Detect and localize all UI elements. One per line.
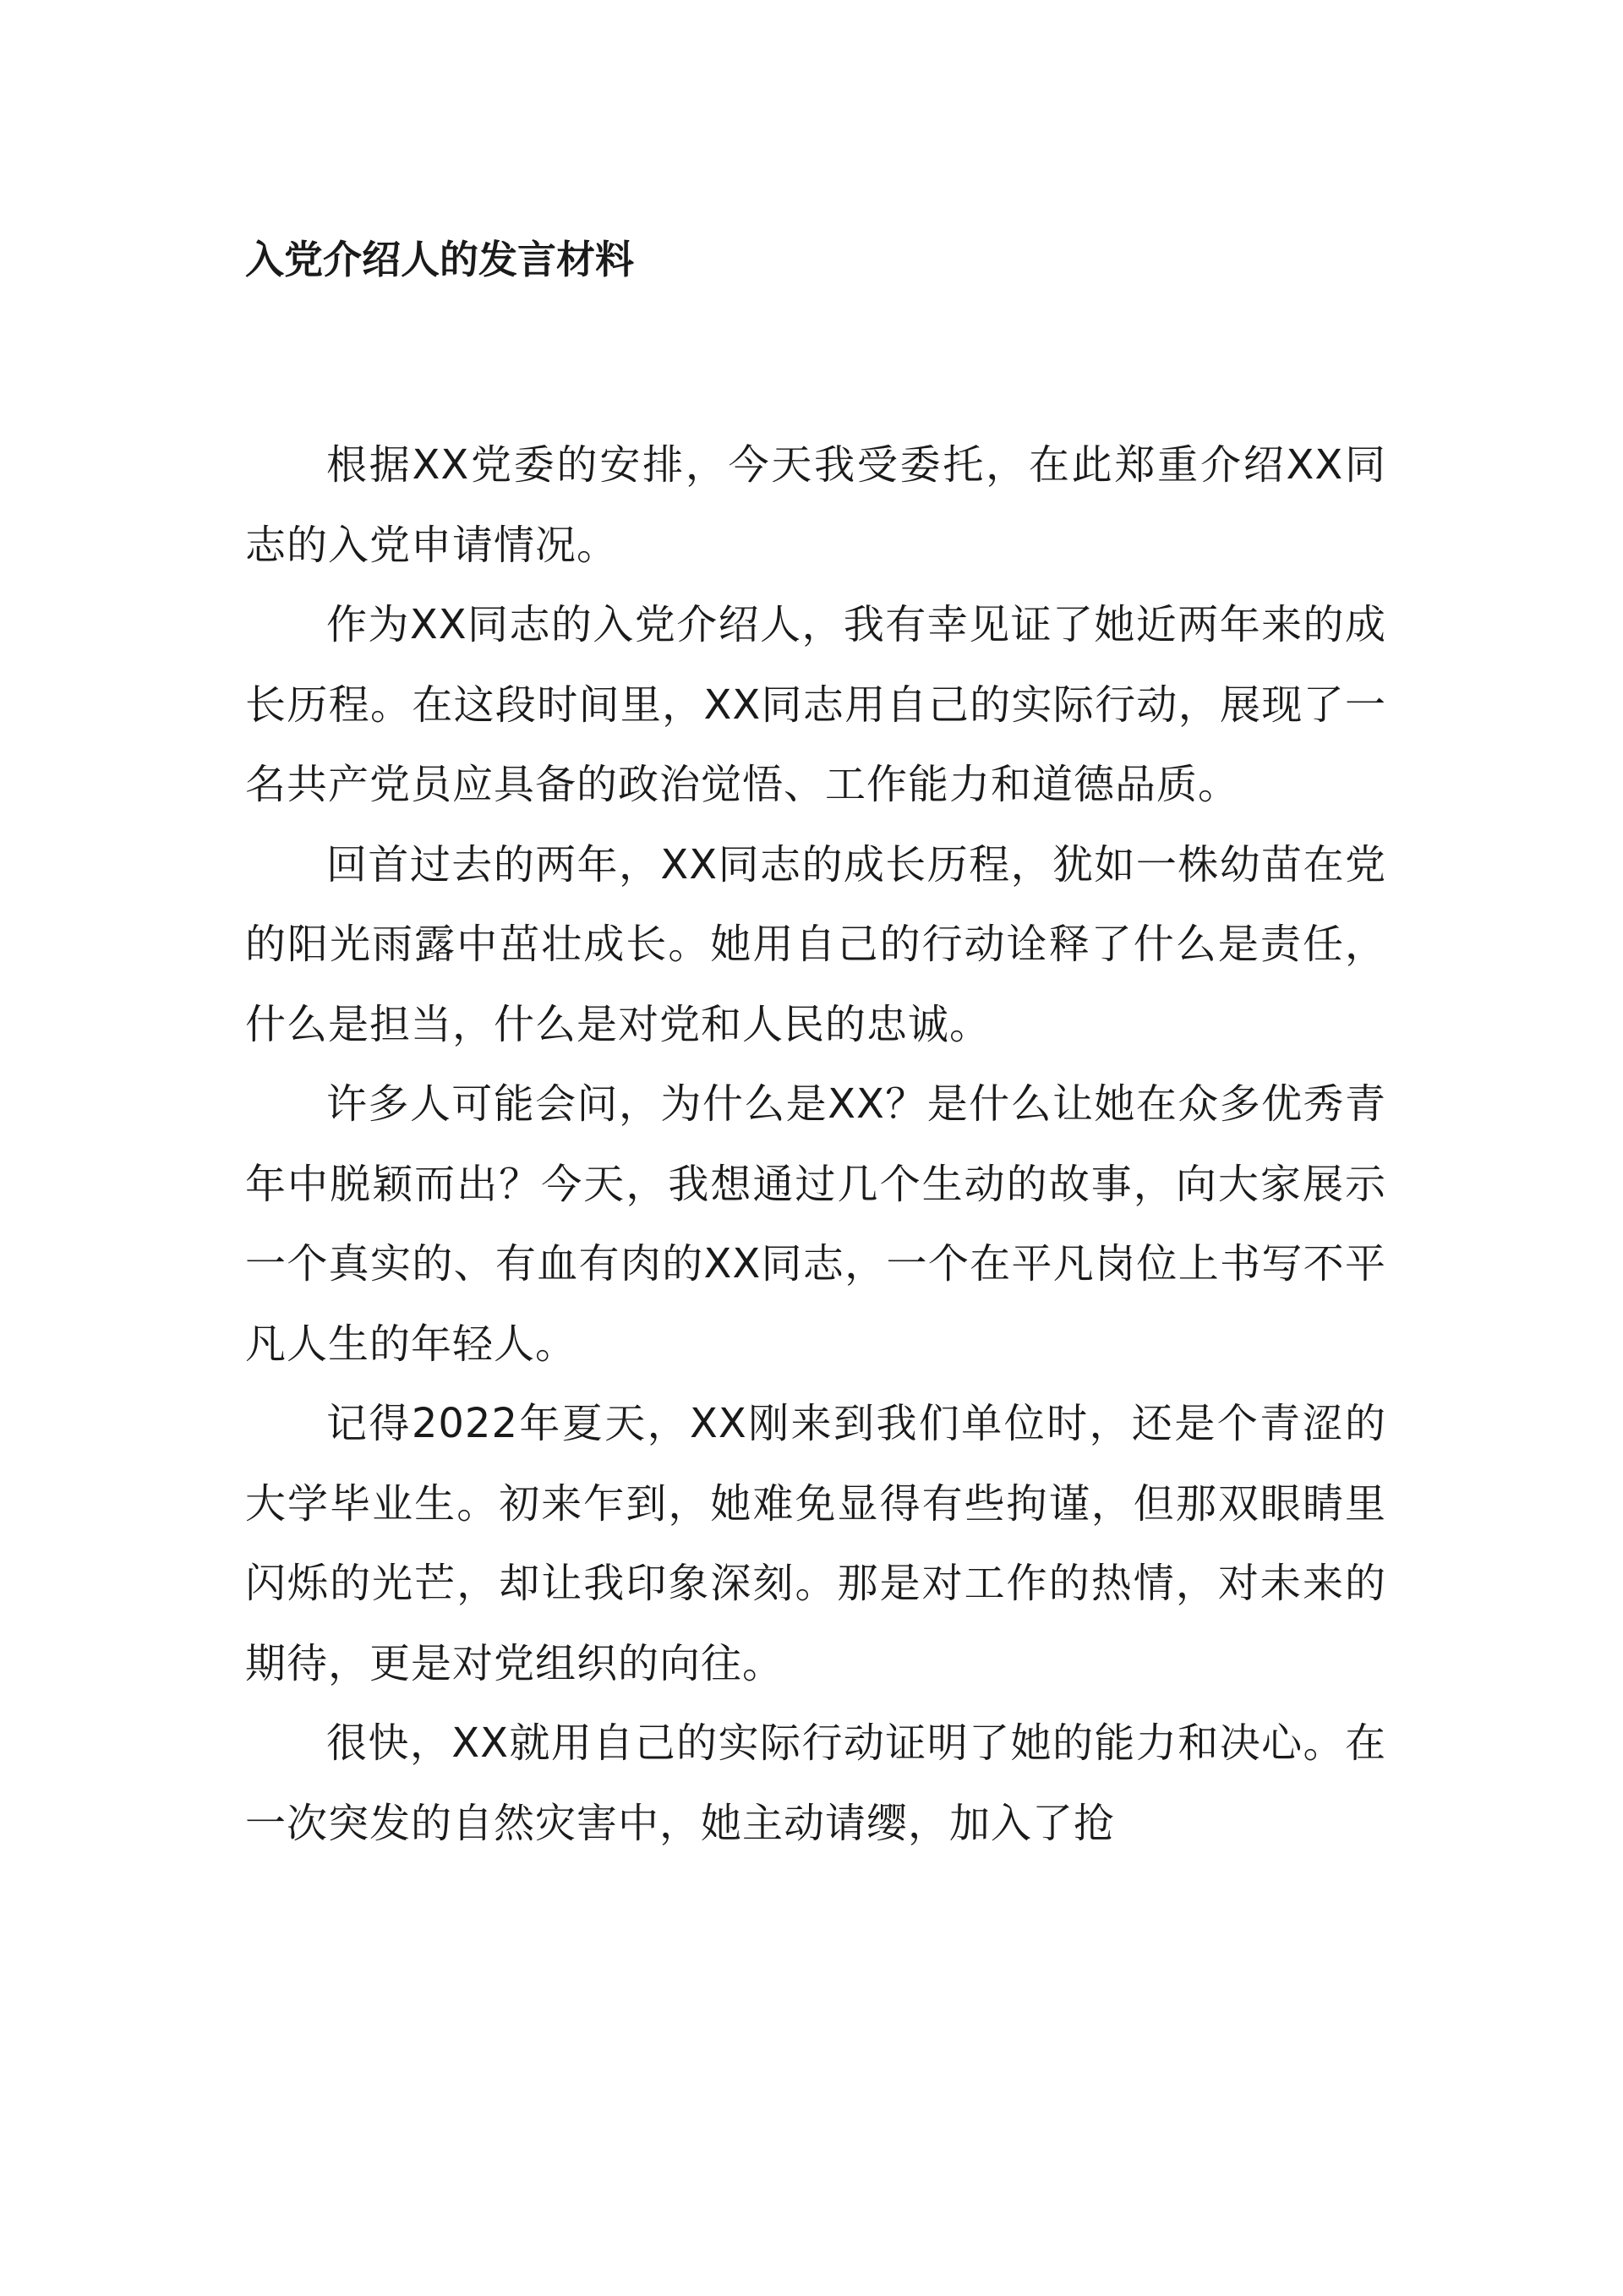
paragraph-4: 许多人可能会问，为什么是XX？是什么让她在众多优秀青年中脱颖而出？今天，我想通过几个生动的故事，向大家展示一个真实的、有血有肉的XX同志，一个在平凡岗位上书写不平凡人生的年轻人。 (245, 1080, 1386, 1368)
paragraph-6: 很快，XX就用自己的实际行动证明了她的能力和决心。在一次突发的自然灾害中，她主动请缨，加入了抢 (245, 1719, 1386, 1847)
paragraph-1: 根据XX党委的安排，今天我受委托，在此郑重介绍XX同志的入党申请情况。 (245, 441, 1386, 569)
document-title: 入党介绍人的发言材料 (245, 237, 634, 282)
paragraph-3: 回首过去的两年，XX同志的成长历程，犹如一株幼苗在党的阳光雨露中茁壮成长。她用自己的行动诠释了什么是责任，什么是担当，什么是对党和人民的忠诚。 (245, 840, 1386, 1048)
paragraph-2: 作为XX同志的入党介绍人，我有幸见证了她近两年来的成长历程。在这段时间里，XX同志用自己的实际行动，展现了一名共产党员应具备的政治觉悟、工作能力和道德品质。 (245, 601, 1386, 808)
paragraph-5: 记得2022年夏天，XX刚来到我们单位时，还是个青涩的大学毕业生。初来乍到，她难免显得有些拘谨，但那双眼睛里闪烁的光芒，却让我印象深刻。那是对工作的热情，对未来的期待，更是对党组织的向往。 (245, 1400, 1386, 1687)
document-body (245, 425, 1386, 1863)
